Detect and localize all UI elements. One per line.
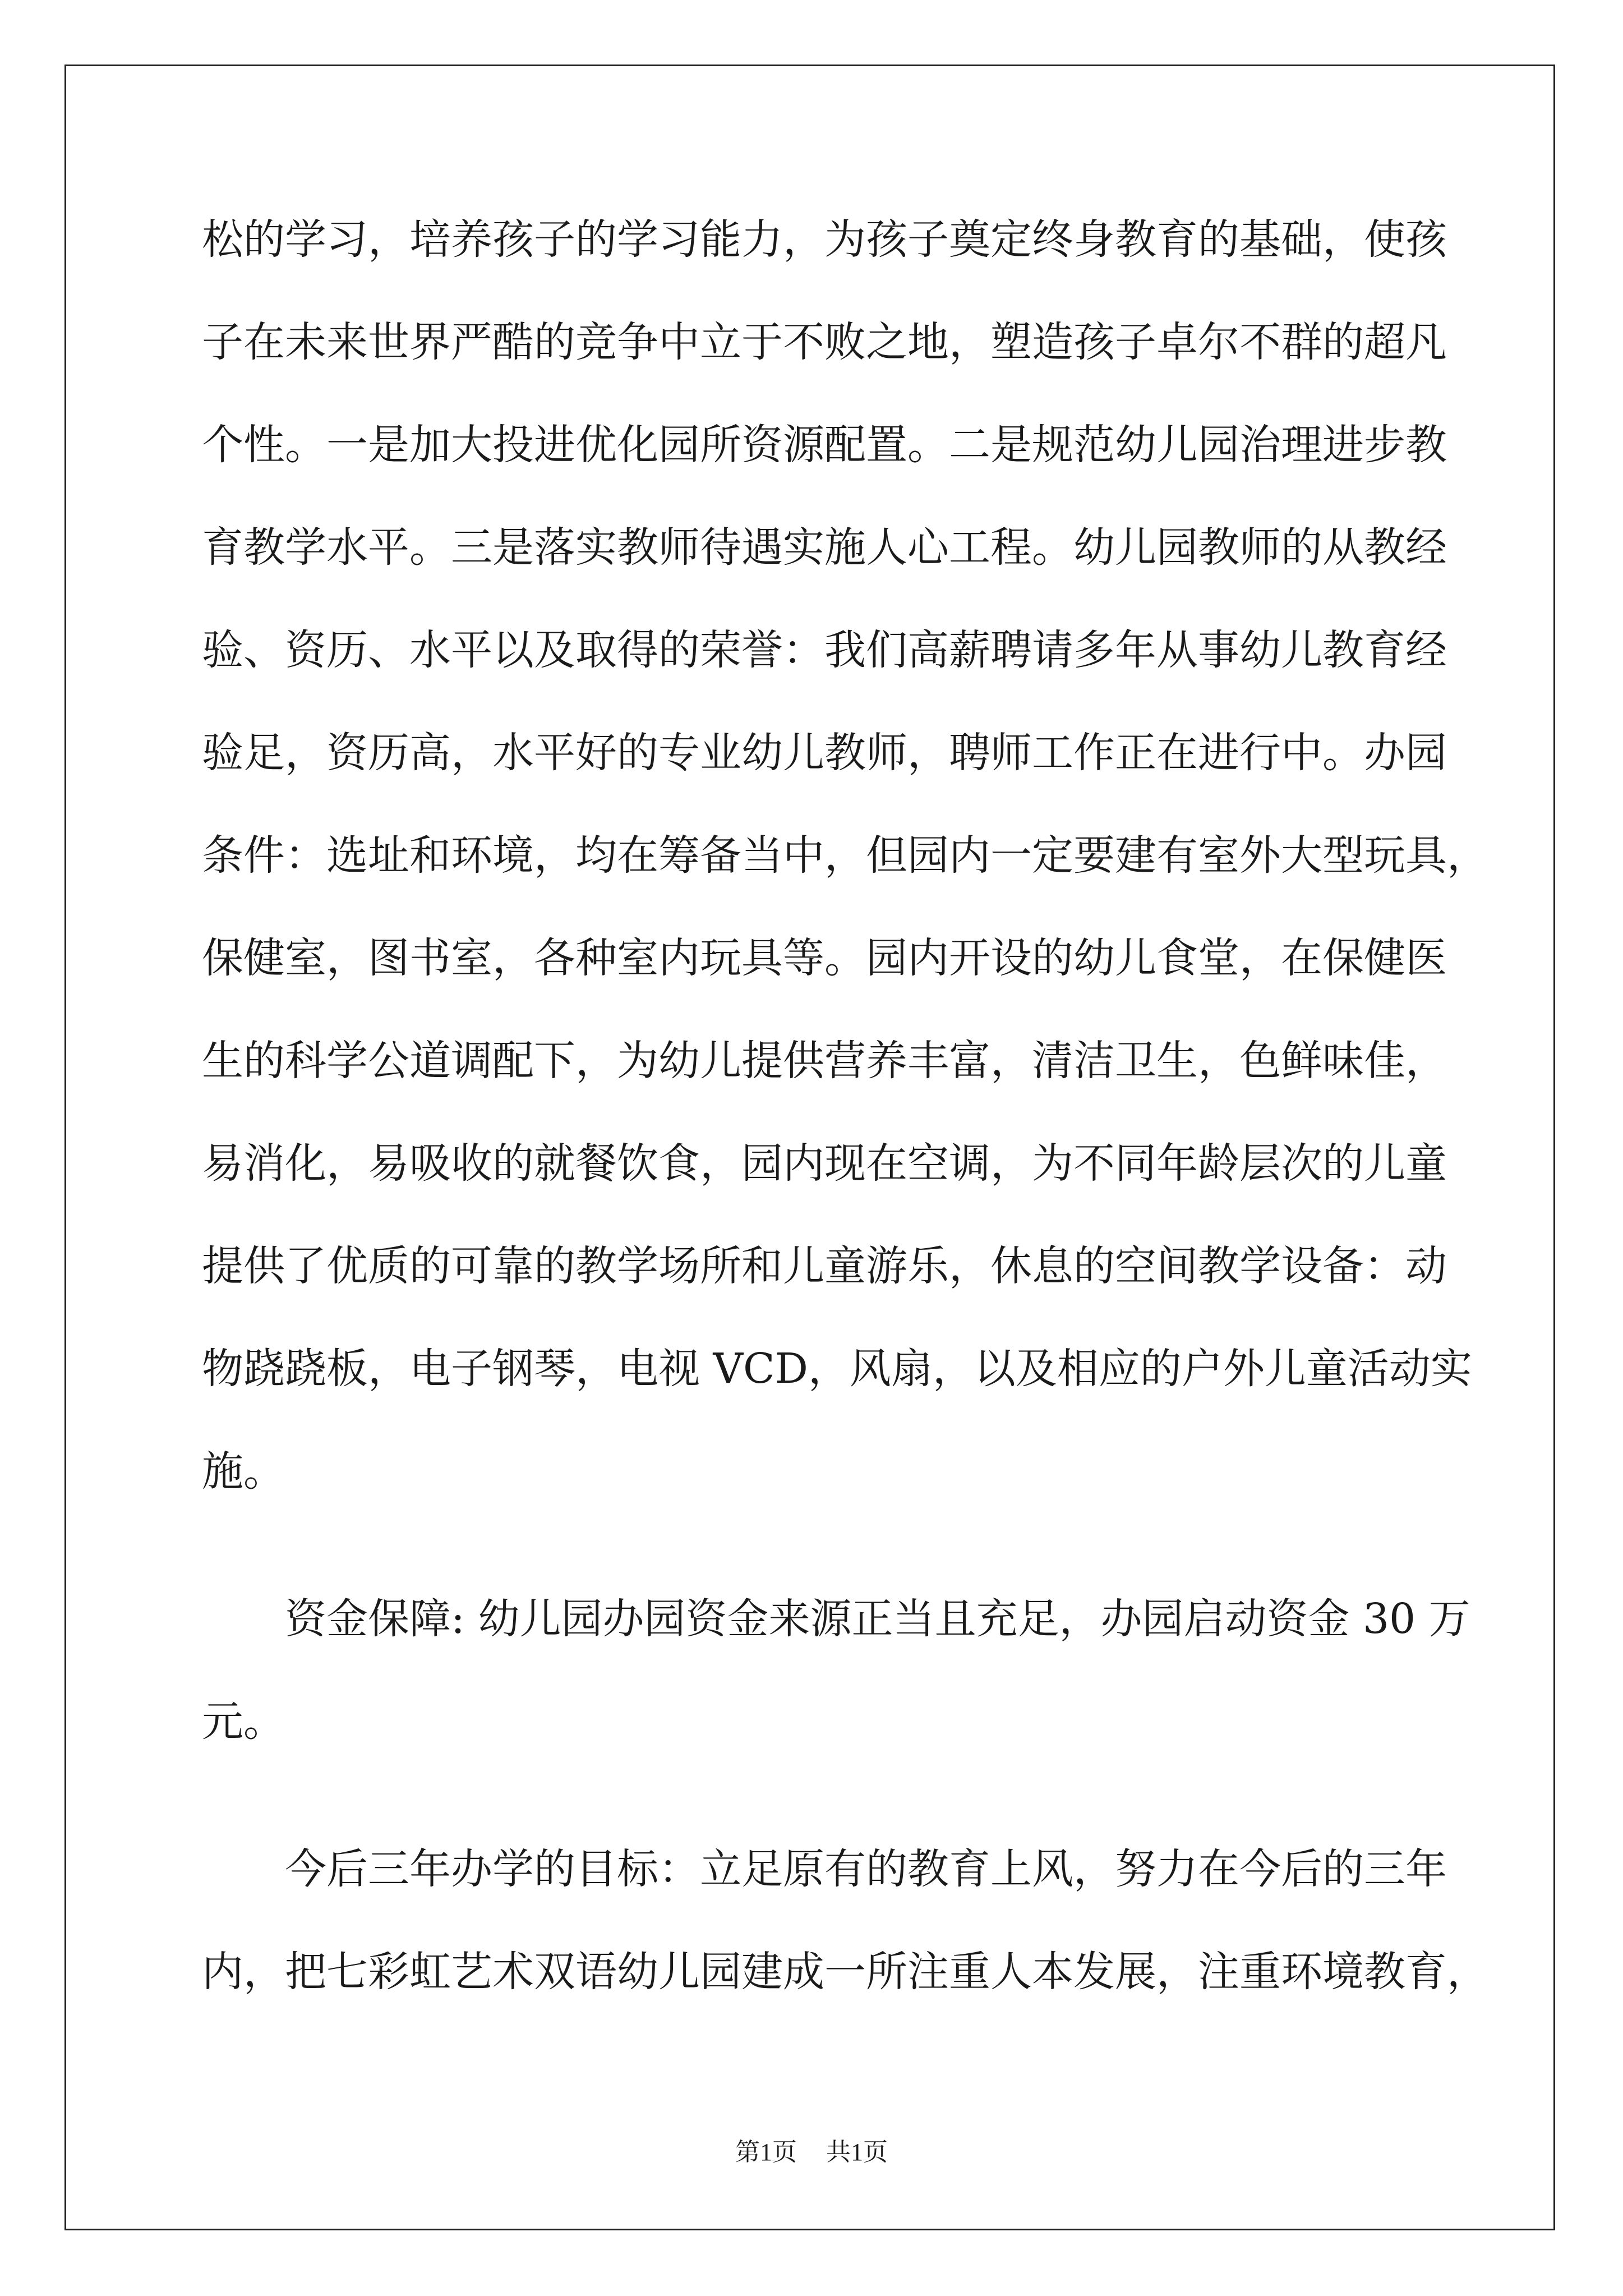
paragraph-line: 育教学水平。三是落实教师待遇实施人心工程。幼儿园教师的从教经 [202, 523, 1447, 572]
page-footer [0, 2132, 1623, 2168]
paragraph-line: 保健室，图书室，各种室内玩具等。园内开设的幼儿食堂，在保健医 [202, 934, 1447, 982]
page-number: 第1页 [735, 2138, 797, 2166]
paragraph-line: 今后三年办学的目标：立足原有的教育上风，努力在今后的三年 [285, 1845, 1447, 1893]
paragraph-line: 验、资历、水平以及取得的荣誉：我们高薪聘请多年从事幼儿教育经 [202, 626, 1447, 674]
paragraph-line: 生的科学公道调配下，为幼儿提供营养丰富，清洁卫生，色鲜味佳， [202, 1037, 1447, 1085]
paragraph-line: 内，把七彩虹艺术双语幼儿园建成一所注重人本发展，注重环境教育， [202, 1948, 1488, 1996]
paragraph-line: 子在未来世界严酷的竞争中立于不败之地，塑造孩子卓尔不群的超凡 [202, 318, 1447, 366]
paragraph-line: 资金保障: 幼儿园办园资金来源正当且充足，办园启动资金 30 万 [285, 1595, 1470, 1643]
paragraph-line: 验足，资历高，水平好的专业幼儿教师，聘师工作正在进行中。办园 [202, 729, 1447, 777]
document-body [202, 215, 1488, 2054]
paragraph-line: 元。 [202, 1697, 285, 1746]
paragraph-line: 易消化，易吸收的就餐饮食，园内现在空调，为不同年龄层次的儿童 [202, 1139, 1447, 1188]
paragraph-line: 提供了优质的可靠的教学场所和儿童游乐，休息的空间教学设备：动 [202, 1242, 1447, 1290]
paragraph-line: 个性。一是加大投进优化园所资源配置。二是规范幼儿园治理进步教 [202, 421, 1447, 469]
page-total: 共1页 [826, 2138, 888, 2166]
paragraph-gap [202, 1553, 1453, 1598]
paragraph-line: 物跷跷板，电子钢琴，电视 VCD，风扇，以及相应的户外儿童活动实 [202, 1345, 1472, 1393]
paragraph-line: 条件：选址和环境，均在筹备当中，但园内一定要建有室外大型玩具， [202, 831, 1488, 880]
paragraph-line: 施。 [202, 1447, 285, 1496]
paragraph-line: 松的学习，培养孩子的学习能力，为孩子奠定终身教育的基础，使孩 [202, 215, 1447, 264]
paragraph-gap [202, 1803, 1453, 1848]
